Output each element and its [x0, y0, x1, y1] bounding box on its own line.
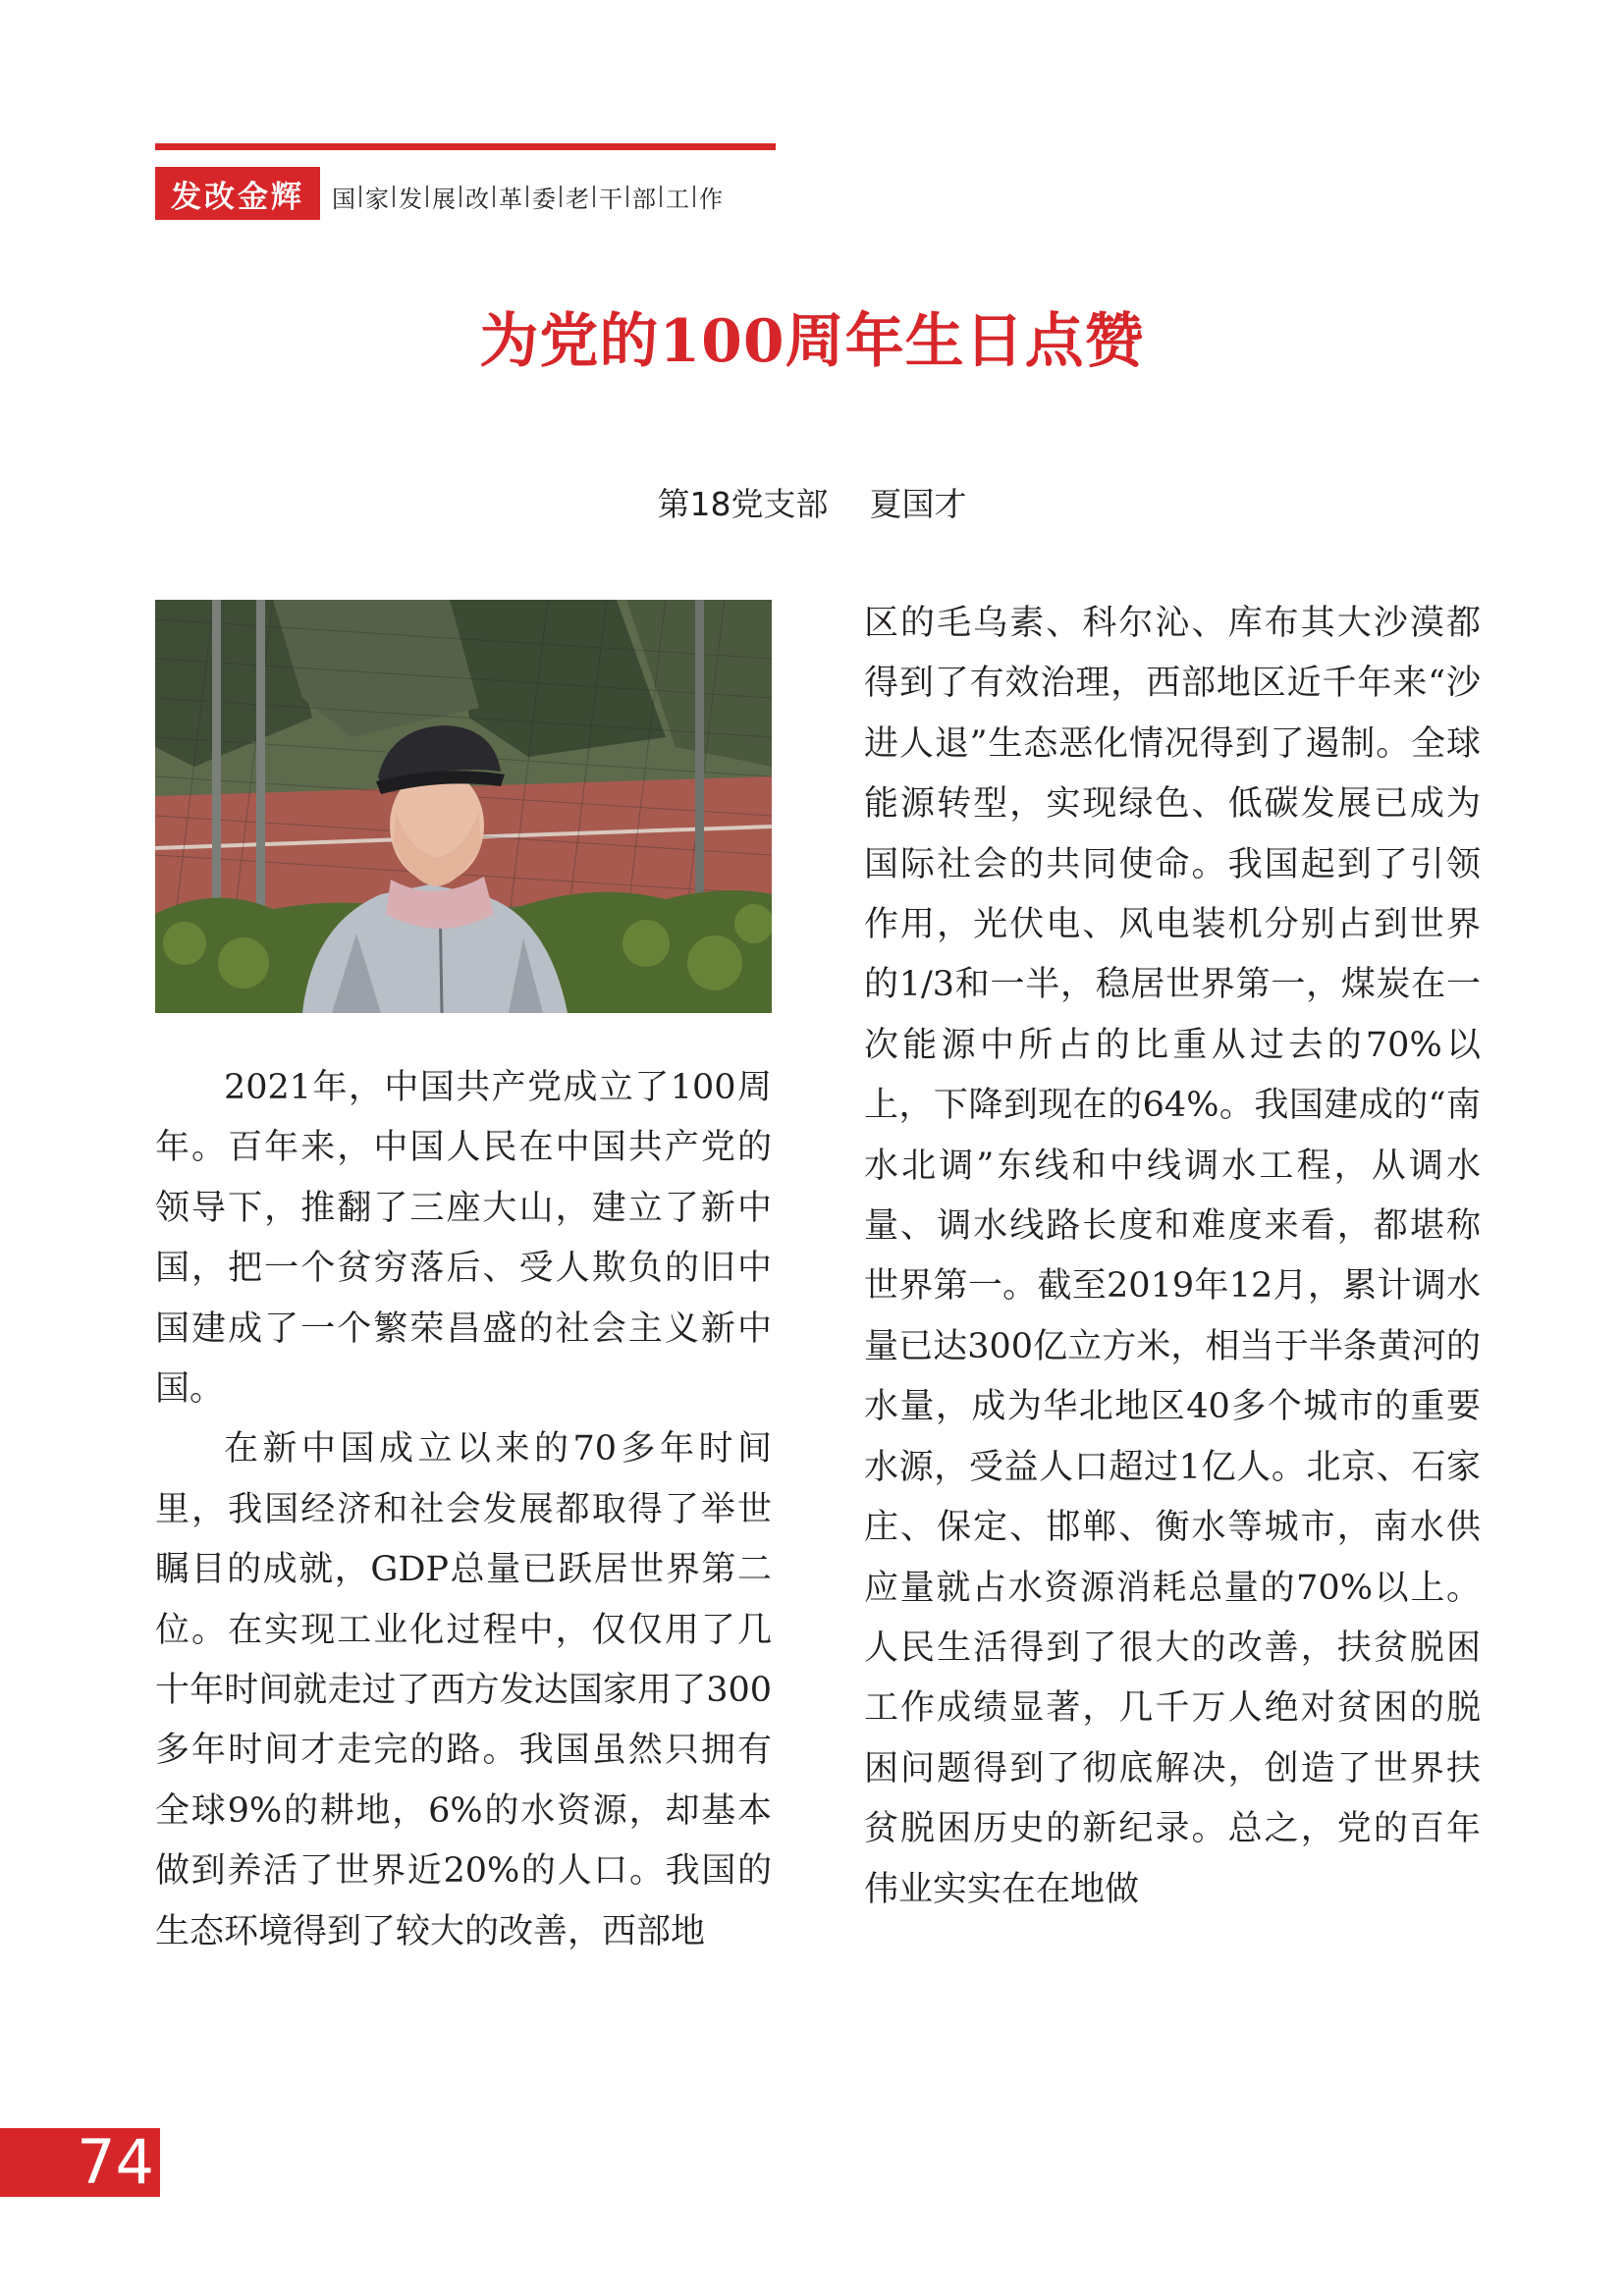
text-column-left — [155, 1058, 772, 1962]
author-branch: 第18党支部 — [657, 485, 829, 523]
paragraph: 在新中国成立以来的70多年时间里，我国经济和社会发展都取得了举世瞩目的成就，GDP总量已跃居世界第二位。在实现工业化过程中，仅仅用了几十年时间就走过了西方发达国家用了300多年时间才走完的路。我国虽然只拥有全球9%的耕地，6%的水资源，却基本做到养活了世界近20%的人口。我国的生态环境得到了较大的改善，西部地 — [155, 1429, 772, 1951]
organization-char: 工 — [666, 185, 689, 213]
organization-char: 委 — [532, 185, 556, 213]
organization-char: 老 — [566, 185, 589, 213]
separator — [359, 186, 361, 207]
article-title: 为党的100周年生日点赞 — [479, 307, 1145, 376]
organization-char: 干 — [599, 185, 623, 213]
paragraph: 2021年，中国共产党成立了100周年。百年来，中国人民在中国共产党的领导下，推翻了三座大山，建立了新中国，把一个贫穷落后、受人欺负的旧中国建成了一个繁荣昌盛的社会主义新中国。 — [155, 1068, 772, 1410]
separator — [660, 186, 662, 207]
separator — [426, 186, 428, 207]
separator — [693, 186, 695, 207]
organization-char: 部 — [632, 185, 656, 213]
page-number: 74 — [0, 2128, 160, 2197]
organization-char: 国 — [332, 185, 355, 213]
organization-char: 革 — [499, 185, 522, 213]
organization-char: 改 — [465, 185, 489, 213]
separator — [560, 186, 562, 207]
organization-char: 发 — [399, 185, 422, 213]
separator — [526, 186, 528, 207]
brand-logo: 发改金辉 — [155, 167, 320, 220]
organization-name — [332, 177, 723, 216]
author-photo — [155, 600, 772, 1013]
separator — [393, 186, 395, 207]
organization-char: 作 — [699, 185, 723, 213]
separator — [460, 186, 461, 207]
header-rule — [155, 143, 776, 150]
organization-char: 家 — [365, 185, 389, 213]
byline — [0, 479, 1624, 525]
text-column-right — [864, 594, 1481, 1920]
separator — [593, 186, 595, 207]
separator — [626, 186, 628, 207]
author-name: 夏国才 — [869, 485, 967, 523]
separator — [493, 186, 495, 207]
paragraph: 区的毛乌素、科尔沁、库布其大沙漠都得到了有效治理，西部地区近千年来“沙进人退”生态恶化情况得到了遏制。全球能源转型，实现绿色、低碳发展已成为国际社会的共同使命。我国起到了引领作用，光伏电、风电装机分别占到世界的1/3和一半，稳居世界第一，煤炭在一次能源中所占的比重从过去的70%以上，下降到现在的64%。我国建成的“南水北调”东线和中线调水工程，从调水量、调水线路长度和难度来看，都堪称世界第一。截至2019年12月，累计调水量已达300亿立方米，相当于半条黄河的水量，成为华北地区40多个城市的重要水源，受益人口超过1亿人。北京、石家庄、保定、邯郸、衡水等城市，南水供应量就占水资源消耗总量的70%以上。人民生活得到了很大的改善，扶贫脱困工作成绩显著，几千万人绝对贫困的脱困问题得到了彻底解决，创造了世界扶贫脱困历史的新纪录。总之，党的百年伟业实实在在地做 — [864, 604, 1481, 1909]
organization-char: 展 — [432, 185, 456, 213]
